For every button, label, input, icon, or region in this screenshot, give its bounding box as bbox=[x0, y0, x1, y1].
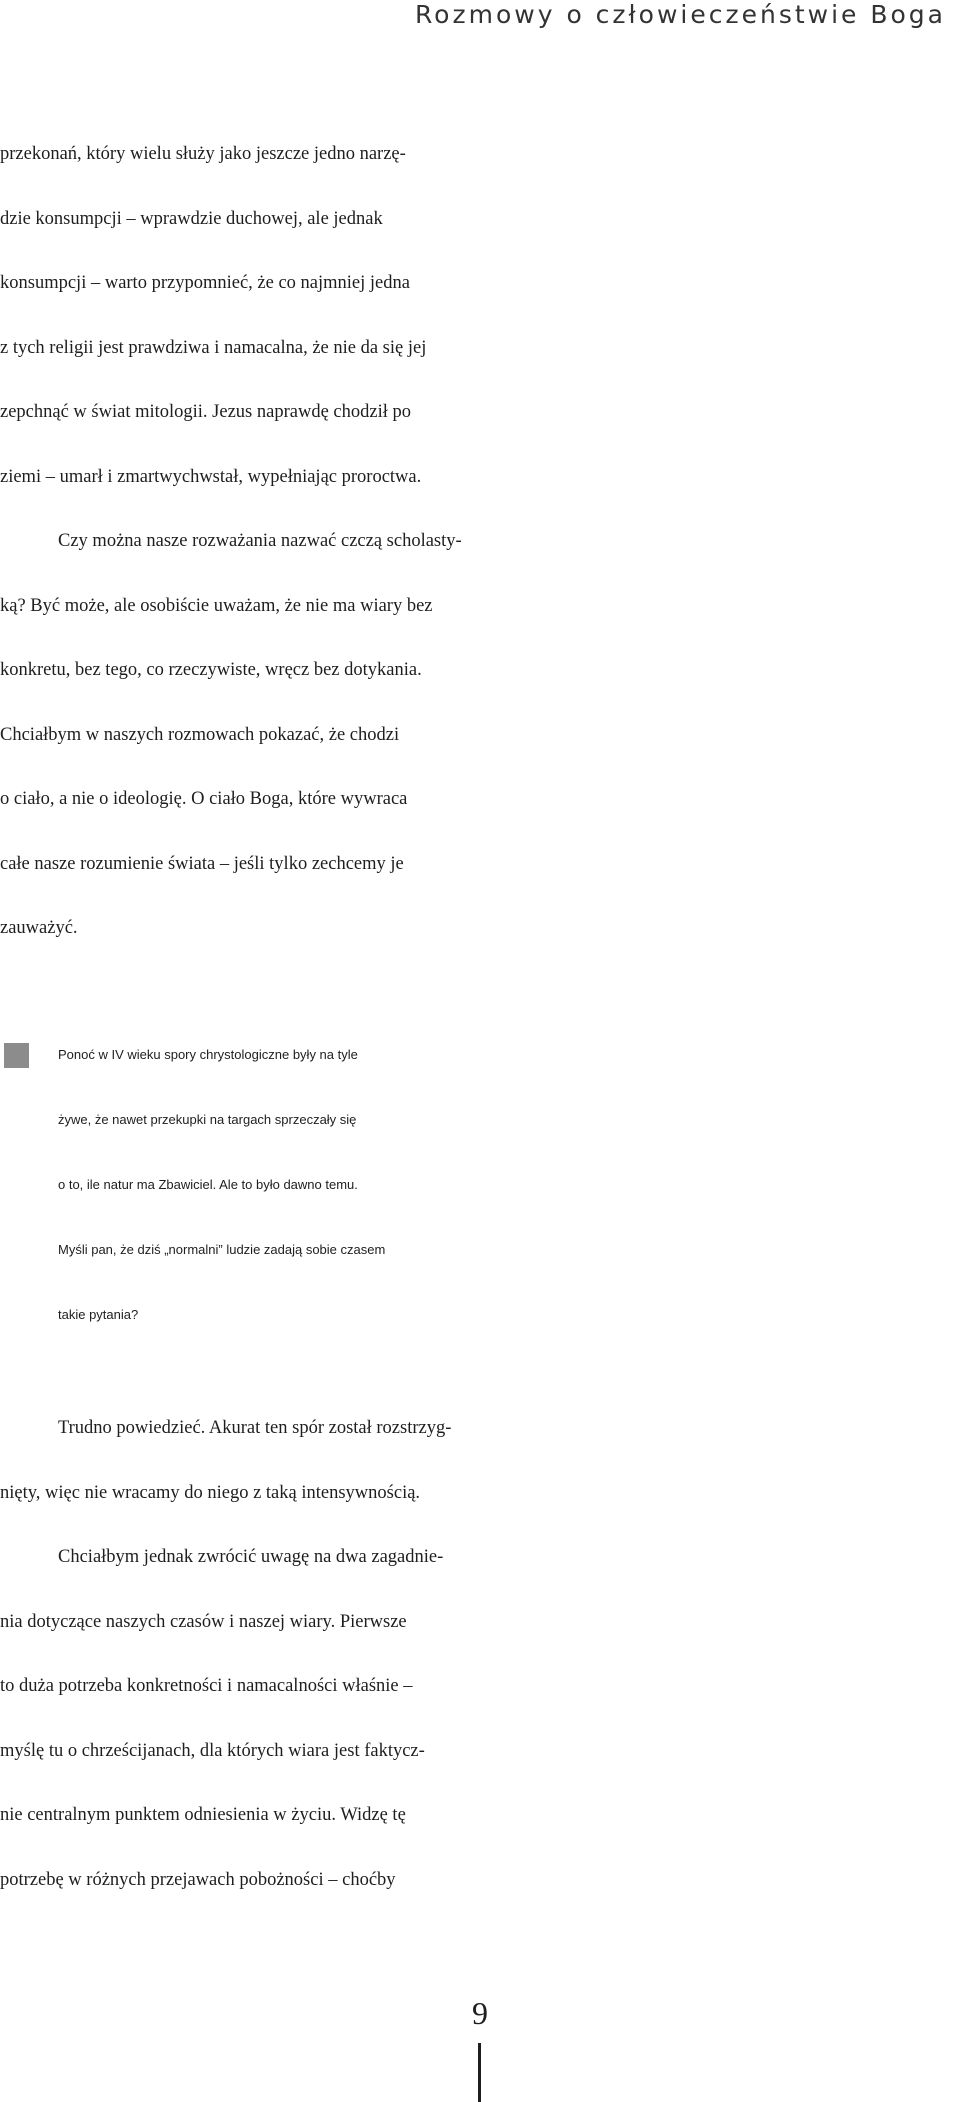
text-line: nia dotyczące naszych czasów i naszej wiary. Pierwsze bbox=[0, 1611, 407, 1632]
text-line: konsumpcji – warto przypomnieć, że co najmniej jedna bbox=[0, 273, 410, 293]
question-line: Myśli pan, że dziś „normalni” ludzie zadają sobie czasem bbox=[58, 1242, 386, 1257]
text-line: ką? Być może, ale osobiście uważam, że nie ma wiary bez bbox=[0, 595, 433, 616]
question-line: takie pytania? bbox=[58, 1307, 139, 1322]
question-line: o to, ile natur ma Zbawiciel. Ale to było dawno temu. bbox=[58, 1177, 358, 1192]
text-line: z tych religii jest prawdziwa i namacalna, że nie da się jej bbox=[0, 337, 427, 358]
text-line: o ciało, a nie o ideologię. O ciało Boga, które wywraca bbox=[0, 789, 408, 809]
question-line: Ponoć w IV wieku spory chrystologiczne były na tyle bbox=[58, 1047, 358, 1062]
body-paragraph-1 bbox=[0, 122, 960, 961]
text-line: Trudno powiedzieć. Akurat ten spór został rozstrzyg- bbox=[58, 1418, 452, 1438]
text-line: zauważyć. bbox=[0, 918, 78, 938]
text-line: dzie konsumpcji – wprawdzie duchowej, ale jednak bbox=[0, 208, 383, 229]
question-line: żywe, że nawet przekupki na targach sprzeczały się bbox=[58, 1112, 357, 1127]
text-line: całe nasze rozumienie świata – jeśli tylko zechcemy je bbox=[0, 853, 404, 874]
text-line: ziemi – umarł i zmartwychwstał, wypełniając proroctwa. bbox=[0, 466, 422, 487]
text-line: to duża potrzeba konkretności i namacalności właśnie – bbox=[0, 1676, 413, 1696]
text-line: Chciałbym w naszych rozmowach pokazać, że chodzi bbox=[0, 724, 400, 745]
text-line: potrzebę w różnych przejawach pobożności – choćby bbox=[0, 1869, 396, 1890]
answer-paragraph bbox=[0, 1396, 960, 1912]
text-line: Chciałbym jednak zwrócić uwagę na dwa zagadnie- bbox=[58, 1547, 444, 1567]
page-number: 9 bbox=[472, 1995, 488, 2031]
text-line: nie centralnym punktem odniesienia w życiu. Widzę tę bbox=[0, 1805, 406, 1825]
text-line: Czy można nasze rozważania nazwać czczą scholasty- bbox=[58, 531, 462, 551]
running-head-title: Rozmowy o człowieczeństwie Boga bbox=[414, 0, 946, 29]
interviewer-question bbox=[0, 1022, 960, 1347]
text-line: przekonań, który wielu służy jako jeszcze jedno narzę- bbox=[0, 144, 406, 164]
text-line: zepchnąć w świat mitologii. Jezus naprawdę chodził po bbox=[0, 402, 411, 422]
footer-vertical-rule bbox=[478, 2043, 481, 2102]
text-line: myślę tu o chrześcijanach, dla których wiara jest faktycz- bbox=[0, 1740, 425, 1761]
text-line: nięty, więc nie wracamy do niego z taką intensywnością. bbox=[0, 1482, 421, 1503]
text-line: konkretu, bez tego, co rzeczywiste, wręcz bez dotykania. bbox=[0, 660, 422, 680]
